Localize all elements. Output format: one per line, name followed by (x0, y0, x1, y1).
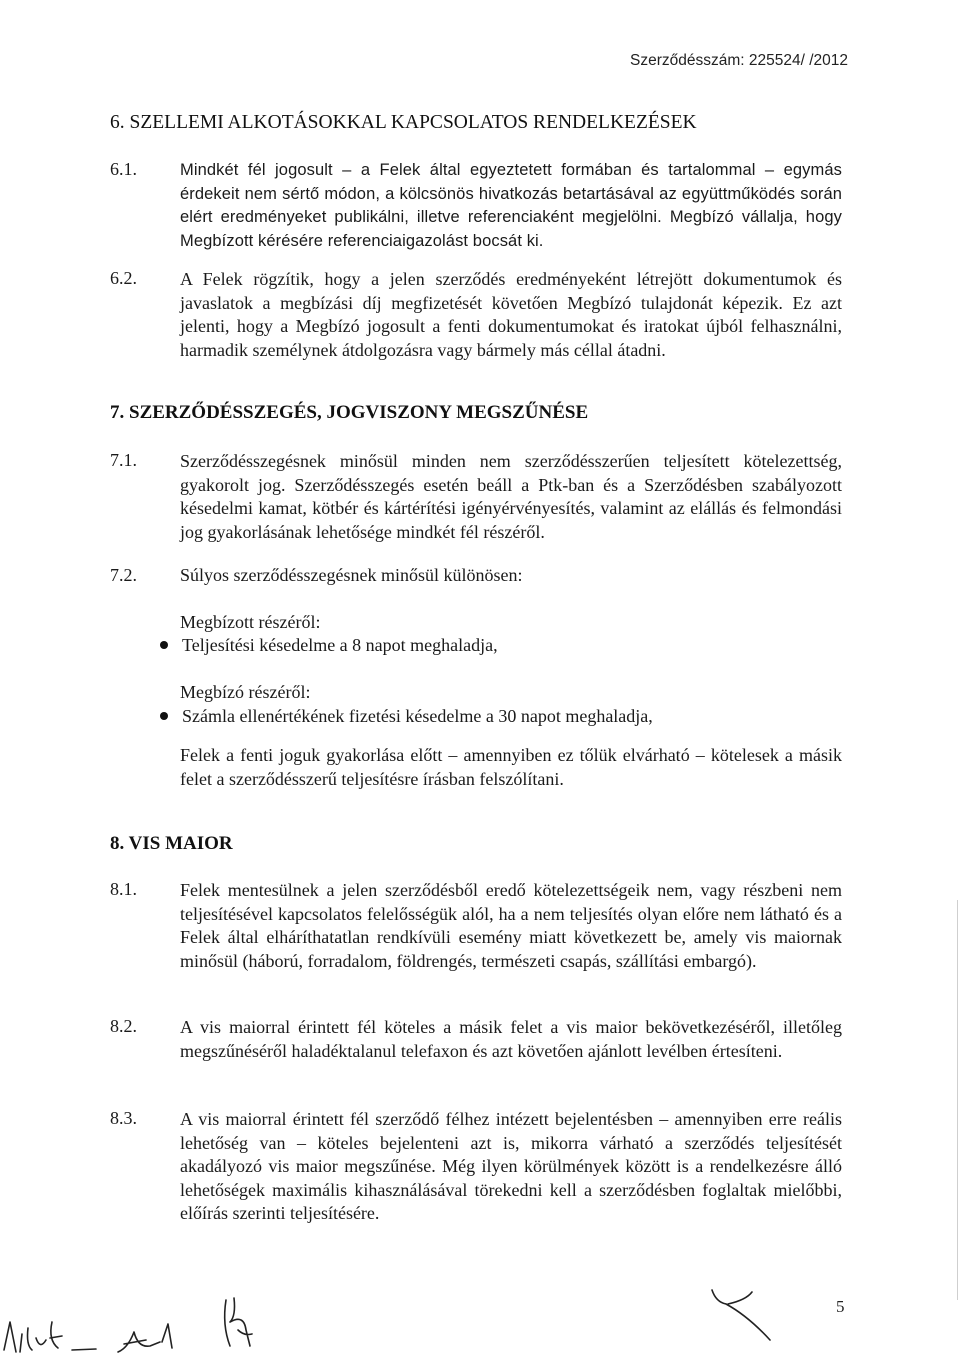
initials-signature-3 (225, 1298, 252, 1346)
bullet-icon (160, 641, 168, 649)
clause-7-1-number: 7.1. (110, 450, 137, 470)
clause-6-2-number: 6.2. (110, 268, 137, 288)
bullet-icon (160, 712, 168, 720)
clause-6-1-number: 6.1. (110, 159, 137, 179)
page-number: 5 (836, 1297, 845, 1316)
section-6-title: 6. SZELLEMI ALKOTÁSOKKAL KAPCSOLATOS RENDELKEZÉSEK (110, 112, 697, 133)
section-7-title: 7. SZERZŐDÉSSZEGÉS, JOGVISZONY MEGSZŰNÉSE (110, 402, 589, 423)
agent-bullet-text: Teljesítési késedelme a 8 napot meghaladja, (182, 635, 498, 655)
agent-bullet-item (160, 635, 498, 656)
clause-7-1-text: Szerződésszegésnek minősül minden nem szerződésszerűen teljesített kötelezettség, gyakorolt jog. Szerződésszegés esetén beáll a Ptk-ban és a Szerződésben szabályozott késedelmi kamat, kötbér és kártérítési igényérvényesítés, valamint az elállás és felmondási jog gyakorlásának lehetősége mindkét fél részéről. (180, 451, 842, 542)
clause-7-2-closing: Felek a fenti joguk gyakorlása előtt – amennyiben ez tőlük elvárható – kötelesek a másik felet a szerződésszerű teljesítésre írásban felszólítani. (180, 745, 842, 789)
clause-6-2-text: A Felek rögzítik, hogy a jelen szerződés eredményeként létrejött dokumentumok és javaslatok a megbízási díj megfizetését követően Megbízó tulajdonát képezik. Ez azt jelenti, hogy a Megbízó jogosult a fenti dokumentumokat és iratokat újból felhasználni, harmadik személynek átdolgozásra vagy bármely más céllal átadni. (180, 269, 842, 360)
clause-8-1-text: Felek mentesülnek a jelen szerződésből eredő kötelezettségeik nem, vagy részbeni nem teljesítésével kapcsolatos felelősségük alól, ha a nem teljesítés olyan előre nem látható és a Felek által elháríthatatlan rendkívüli esemény miatt következett be, amely vis maiornak minősül (háború, forradalom, földrengés, természeti csapás, szállítási embargó). (180, 880, 842, 971)
clause-7-2-text: Súlyos szerződésszegésnek minősül különösen: (180, 565, 523, 585)
principal-bullet-item (160, 706, 653, 727)
clause-7-2-number: 7.2. (110, 565, 137, 585)
clause-8-2-number: 8.2. (110, 1016, 137, 1036)
initials-signature-1 (4, 1322, 96, 1352)
contract-number: Szerződésszám: 225524/ /2012 (630, 52, 848, 69)
section-8-title: 8. VIS MAIOR (110, 833, 233, 854)
principal-label: Megbízó részéről: (180, 682, 311, 702)
agent-label: Megbízott részéről: (180, 612, 321, 632)
clause-8-3-number: 8.3. (110, 1108, 137, 1128)
clause-8-3-text: A vis maiorral érintett fél szerződő félhez intézett bejelentésben – amennyiben erre reális lehetőség van – köteles bejelenteni azt is, mikorra várható a szerződés teljesítését akadályozó vis maior megszűnése. Még ilyen körülmények között is a rendelkezésre álló lehetőségek maximális kihasználásával törekedni kell a szerződésben foglaltak mielőbbi, előírás szerinti teljesítésére. (180, 1109, 842, 1224)
principal-bullet-text: Számla ellenértékének fizetési késedelme a 30 napot meghaladja, (182, 706, 653, 726)
scan-edge-line (957, 900, 958, 1300)
clause-8-1-number: 8.1. (110, 879, 137, 899)
clause-6-1-text: Mindkét fél jogosult – a Felek által egyeztetett formában és tartalommal – egymás érdekeit nem sértő módon, a kölcsönös hivatkozás betartásával az együttműködés során elért eredményeket publikálni, illetve referenciaként megjelölni. Megbízó vállalja, hogy Megbízott kérésére referenciaigazolást bocsát ki. (180, 161, 842, 250)
initials-signature-2 (118, 1324, 172, 1352)
initials-signature-4 (712, 1290, 770, 1340)
clause-8-2-text: A vis maiorral érintett fél köteles a másik felet a vis maior bekövetkezéséről, illetőleg megszűnéséről haladéktalanul telefaxon és azt követően ajánlott levélben értesíteni. (180, 1017, 842, 1061)
